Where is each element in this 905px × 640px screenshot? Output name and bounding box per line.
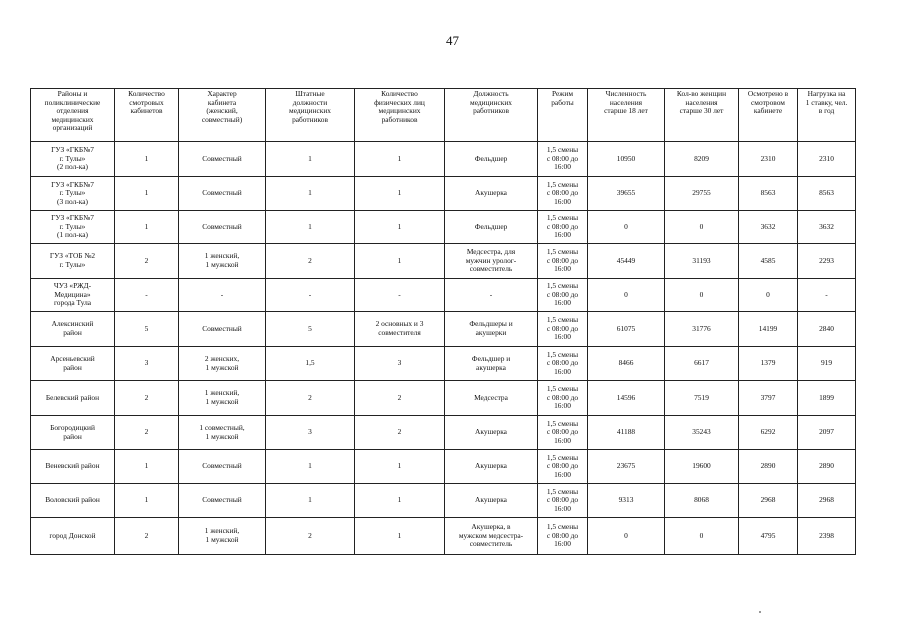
cell-work-mode: 1,5 смены с 08:00 до 16:00 <box>538 211 588 244</box>
cell-load: 2968 <box>798 484 856 518</box>
cell-staff-positions: 1 <box>266 450 355 484</box>
table-row <box>31 142 856 177</box>
cell-women-30: 29755 <box>665 177 739 211</box>
cell-staff-persons: 1 <box>355 244 445 279</box>
cell-room-count: - <box>115 279 179 312</box>
cell-load: 2890 <box>798 450 856 484</box>
header-cell-staff-positions: Штатные должности медицинских работников <box>266 89 355 142</box>
cell-district: Белевский район <box>31 381 115 416</box>
cell-staff-persons: - <box>355 279 445 312</box>
cell-population-18: 10950 <box>588 142 665 177</box>
table-row <box>31 484 856 518</box>
cell-staff-positions: 1 <box>266 211 355 244</box>
cell-work-mode: 1,5 смены с 08:00 до 16:00 <box>538 142 588 177</box>
cell-staff-role: Фельдшеры и акушерки <box>445 312 538 347</box>
cell-women-30: 0 <box>665 279 739 312</box>
table-row <box>31 211 856 244</box>
cell-staff-persons: 1 <box>355 177 445 211</box>
cell-examined: 2890 <box>739 450 798 484</box>
cell-staff-role: Медсестра <box>445 381 538 416</box>
header-cell-load: Нагрузка на 1 ставку, чел. в год <box>798 89 856 142</box>
cell-staff-persons: 1 <box>355 484 445 518</box>
cell-staff-positions: 3 <box>266 416 355 450</box>
cell-work-mode: 1,5 смены с 08:00 до 16:00 <box>538 381 588 416</box>
header-cell-work-mode: Режим работы <box>538 89 588 142</box>
cell-room-count: 2 <box>115 244 179 279</box>
cell-load: 2097 <box>798 416 856 450</box>
table-row <box>31 244 856 279</box>
header-cell-women-30: Кол-во женщин населения старше 30 лет <box>665 89 739 142</box>
cell-staff-role: Фельдшер и акушерка <box>445 347 538 381</box>
cell-women-30: 6617 <box>665 347 739 381</box>
cell-room-count: 1 <box>115 211 179 244</box>
cell-population-18: 39655 <box>588 177 665 211</box>
cell-women-30: 35243 <box>665 416 739 450</box>
table-row <box>31 381 856 416</box>
cell-examined: 1379 <box>739 347 798 381</box>
cell-room-type: 1 совместный, 1 мужской <box>179 416 266 450</box>
cell-load: 2840 <box>798 312 856 347</box>
cell-staff-positions: 1,5 <box>266 347 355 381</box>
cell-staff-positions: 1 <box>266 142 355 177</box>
cell-staff-persons: 2 <box>355 416 445 450</box>
cell-work-mode: 1,5 смены с 08:00 до 16:00 <box>538 416 588 450</box>
cell-room-type: Совместный <box>179 484 266 518</box>
cell-women-30: 19600 <box>665 450 739 484</box>
cell-staff-role: Акушерка <box>445 416 538 450</box>
cell-district: город Донской <box>31 518 115 555</box>
cell-staff-role: Акушерка, в мужском медсестра- совместитель <box>445 518 538 555</box>
cell-district: Алексинский район <box>31 312 115 347</box>
cell-staff-positions: 2 <box>266 381 355 416</box>
cell-staff-positions: 1 <box>266 484 355 518</box>
cell-staff-role: Фельдшер <box>445 211 538 244</box>
cell-staff-role: Акушерка <box>445 484 538 518</box>
cell-room-count: 2 <box>115 381 179 416</box>
cell-examined: 4795 <box>739 518 798 555</box>
cell-women-30: 7519 <box>665 381 739 416</box>
cell-women-30: 0 <box>665 211 739 244</box>
cell-population-18: 0 <box>588 211 665 244</box>
cell-room-type: Совместный <box>179 211 266 244</box>
cell-work-mode: 1,5 смены с 08:00 до 16:00 <box>538 177 588 211</box>
cell-room-type: 1 женский, 1 мужской <box>179 518 266 555</box>
cell-district: ГУЗ «ГКБ№7 г. Тулы» (1 пол-ка) <box>31 211 115 244</box>
cell-load: 3632 <box>798 211 856 244</box>
cell-examined: 4585 <box>739 244 798 279</box>
cell-population-18: 61075 <box>588 312 665 347</box>
cell-examined: 3632 <box>739 211 798 244</box>
cell-work-mode: 1,5 смены с 08:00 до 16:00 <box>538 347 588 381</box>
table-header-row <box>31 89 856 142</box>
table-row <box>31 279 856 312</box>
header-cell-population-18: Численность населения старше 18 лет <box>588 89 665 142</box>
table-row <box>31 518 856 555</box>
header-cell-staff-role: Должность медицинских работников <box>445 89 538 142</box>
cell-examined: 2968 <box>739 484 798 518</box>
cell-women-30: 31776 <box>665 312 739 347</box>
table-row <box>31 347 856 381</box>
cell-district: Арсеньевский район <box>31 347 115 381</box>
cell-room-type: 1 женский, 1 мужской <box>179 381 266 416</box>
cell-population-18: 0 <box>588 518 665 555</box>
cell-staff-persons: 3 <box>355 347 445 381</box>
table-row <box>31 312 856 347</box>
table-row <box>31 450 856 484</box>
cell-work-mode: 1,5 смены с 08:00 до 16:00 <box>538 450 588 484</box>
cell-district: Воловский район <box>31 484 115 518</box>
cell-room-type: 2 женских, 1 мужской <box>179 347 266 381</box>
cell-examined: 14199 <box>739 312 798 347</box>
header-cell-room-count: Количество смотровых кабинетов <box>115 89 179 142</box>
cell-population-18: 9313 <box>588 484 665 518</box>
cell-staff-positions: - <box>266 279 355 312</box>
cell-room-type: Совместный <box>179 142 266 177</box>
cell-district: ГУЗ «ГКБ№7 г. Тулы» (3 пол-ка) <box>31 177 115 211</box>
cell-work-mode: 1,5 смены с 08:00 до 16:00 <box>538 279 588 312</box>
cell-staff-persons: 2 основных и 3 совместителя <box>355 312 445 347</box>
cell-room-count: 1 <box>115 177 179 211</box>
header-cell-staff-persons: Количество физических лиц медицинских работников <box>355 89 445 142</box>
cell-women-30: 8068 <box>665 484 739 518</box>
cell-load: 8563 <box>798 177 856 211</box>
header-cell-examined: Осмотрено в смотровом кабинете <box>739 89 798 142</box>
cell-district: Богородицкий район <box>31 416 115 450</box>
header-cell-district: Районы и поликлинические отделения медицинских организаций <box>31 89 115 142</box>
cell-load: 2310 <box>798 142 856 177</box>
cell-staff-role: Медсестра, для мужчин уролог- совместитель <box>445 244 538 279</box>
cell-district: Веневский район <box>31 450 115 484</box>
cell-staff-persons: 1 <box>355 142 445 177</box>
cell-staff-persons: 1 <box>355 518 445 555</box>
cell-examined: 0 <box>739 279 798 312</box>
cell-room-type: 1 женский, 1 мужской <box>179 244 266 279</box>
cell-room-count: 3 <box>115 347 179 381</box>
cell-population-18: 8466 <box>588 347 665 381</box>
cell-load: - <box>798 279 856 312</box>
cell-examined: 6292 <box>739 416 798 450</box>
cell-population-18: 41188 <box>588 416 665 450</box>
cell-staff-role: - <box>445 279 538 312</box>
cell-load: 2293 <box>798 244 856 279</box>
cell-women-30: 0 <box>665 518 739 555</box>
cell-work-mode: 1,5 смены с 08:00 до 16:00 <box>538 312 588 347</box>
table-row <box>31 416 856 450</box>
cell-load: 919 <box>798 347 856 381</box>
cell-room-count: 5 <box>115 312 179 347</box>
cell-examined: 8563 <box>739 177 798 211</box>
cell-staff-persons: 2 <box>355 381 445 416</box>
screening-rooms-table <box>30 88 856 555</box>
cell-room-count: 1 <box>115 484 179 518</box>
cell-women-30: 31193 <box>665 244 739 279</box>
cell-staff-persons: 1 <box>355 450 445 484</box>
cell-population-18: 0 <box>588 279 665 312</box>
cell-room-count: 1 <box>115 450 179 484</box>
cell-staff-positions: 2 <box>266 244 355 279</box>
cell-work-mode: 1,5 смены с 08:00 до 16:00 <box>538 244 588 279</box>
cell-room-type: Совместный <box>179 312 266 347</box>
cell-population-18: 23675 <box>588 450 665 484</box>
cell-population-18: 45449 <box>588 244 665 279</box>
cell-population-18: 14596 <box>588 381 665 416</box>
scan-speck <box>759 611 761 613</box>
cell-room-type: Совместный <box>179 450 266 484</box>
page-number: 47 <box>446 33 459 48</box>
cell-district: ЧУЗ «РЖД- Медицина» города Тула <box>31 279 115 312</box>
cell-staff-role: Акушерка <box>445 177 538 211</box>
cell-examined: 2310 <box>739 142 798 177</box>
cell-staff-persons: 1 <box>355 211 445 244</box>
cell-room-type: Совместный <box>179 177 266 211</box>
cell-room-count: 2 <box>115 518 179 555</box>
cell-room-type: - <box>179 279 266 312</box>
table-row <box>31 177 856 211</box>
cell-staff-positions: 1 <box>266 177 355 211</box>
cell-room-count: 1 <box>115 142 179 177</box>
cell-district: ГУЗ «ГКБ№7 г. Тулы» (2 пол-ка) <box>31 142 115 177</box>
cell-staff-positions: 2 <box>266 518 355 555</box>
cell-women-30: 8209 <box>665 142 739 177</box>
cell-work-mode: 1,5 смены с 08:00 до 16:00 <box>538 484 588 518</box>
cell-room-count: 2 <box>115 416 179 450</box>
header-cell-room-type: Характер кабинета (женский, совместный) <box>179 89 266 142</box>
cell-examined: 3797 <box>739 381 798 416</box>
cell-district: ГУЗ «ТОБ №2 г. Тулы» <box>31 244 115 279</box>
cell-staff-role: Акушерка <box>445 450 538 484</box>
cell-load: 1899 <box>798 381 856 416</box>
cell-load: 2398 <box>798 518 856 555</box>
cell-staff-role: Фельдшер <box>445 142 538 177</box>
cell-work-mode: 1,5 смены с 08:00 до 16:00 <box>538 518 588 555</box>
cell-staff-positions: 5 <box>266 312 355 347</box>
